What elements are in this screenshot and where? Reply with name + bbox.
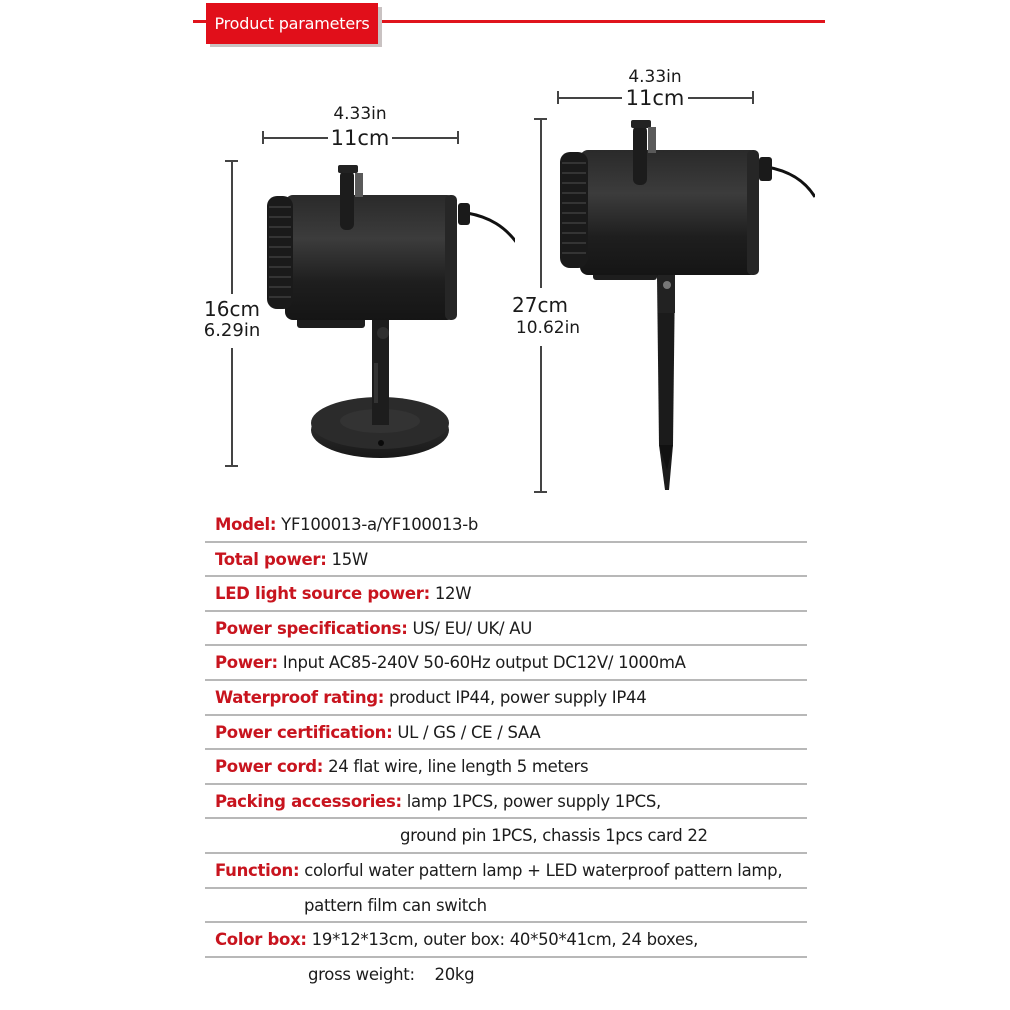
spec-label: Power specifications: bbox=[215, 618, 408, 638]
right-width-tick-end bbox=[752, 91, 754, 104]
spec-label: Total power: bbox=[215, 549, 327, 569]
spec-row-packing-continued bbox=[205, 819, 807, 854]
spec-label: Waterproof rating: bbox=[215, 687, 385, 707]
spec-value: US/ EU/ UK/ AU bbox=[412, 618, 532, 638]
left-height-in: 6.29in bbox=[203, 320, 261, 341]
spec-value: lamp 1PCS, power supply 1PCS, bbox=[406, 791, 661, 811]
left-height-cm: 16cm bbox=[204, 297, 260, 321]
spec-row-color-box-continued bbox=[205, 958, 807, 993]
spec-row-power-cord bbox=[205, 750, 807, 785]
left-width-cm: 11cm bbox=[330, 126, 390, 150]
spec-table bbox=[205, 508, 807, 992]
spec-value: pattern film can switch bbox=[304, 895, 487, 915]
projector-lamp-ground-stake-image bbox=[555, 115, 815, 495]
left-width-line-a bbox=[262, 137, 328, 139]
spec-label: Function: bbox=[215, 860, 300, 880]
spec-row-packing bbox=[205, 785, 807, 820]
spec-label: Power: bbox=[215, 653, 278, 673]
right-height-cm: 27cm bbox=[512, 293, 568, 317]
spec-row-total-power bbox=[205, 543, 807, 578]
spec-label: Packing accessories: bbox=[215, 791, 402, 811]
right-width-line-a bbox=[557, 97, 622, 99]
spec-row-power-specifications bbox=[205, 612, 807, 647]
right-width-line-b bbox=[688, 97, 753, 99]
section-title: Product parameters bbox=[206, 3, 378, 44]
spec-value: YF100013-a/YF100013-b bbox=[281, 515, 479, 534]
left-height-line-b bbox=[231, 348, 233, 466]
left-width-line-b bbox=[392, 137, 458, 139]
spec-value: UL / GS / CE / SAA bbox=[397, 722, 541, 742]
left-height-line-a bbox=[231, 160, 233, 294]
left-width-tick-end bbox=[457, 131, 459, 144]
left-width-in: 4.33in bbox=[333, 104, 387, 124]
spec-row-waterproof bbox=[205, 681, 807, 716]
spec-label: Model: bbox=[215, 515, 277, 534]
right-height-line-a bbox=[540, 118, 542, 288]
spec-value: product IP44, power supply IP44 bbox=[389, 687, 647, 707]
right-width-cm: 11cm bbox=[625, 86, 685, 110]
projector-lamp-base-stand-image bbox=[255, 155, 515, 465]
spec-row-model bbox=[205, 508, 807, 543]
left-height-tick-bottom bbox=[225, 465, 238, 467]
spec-label: Power cord: bbox=[215, 757, 324, 777]
right-height-in: 10.62in bbox=[515, 318, 581, 338]
spec-label: Power certification: bbox=[215, 722, 393, 742]
spec-value: Input AC85-240V 50-60Hz output DC12V/ 1000mA bbox=[282, 653, 686, 673]
spec-value: 24 flat wire, line length 5 meters bbox=[328, 757, 589, 777]
spec-label: Color box: bbox=[215, 930, 307, 950]
spec-value: ground pin 1PCS, chassis 1pcs card 22 bbox=[400, 826, 708, 846]
right-width-in: 4.33in bbox=[628, 67, 682, 87]
spec-row-power bbox=[205, 646, 807, 681]
spec-row-function bbox=[205, 854, 807, 889]
spec-value: 19*12*13cm, outer box: 40*50*41cm, 24 boxes, bbox=[311, 930, 699, 950]
right-height-line-b bbox=[540, 346, 542, 492]
spec-row-certification bbox=[205, 716, 807, 751]
spec-value: gross weight: 20kg bbox=[308, 964, 475, 984]
spec-value: 12W bbox=[434, 584, 472, 604]
spec-value: colorful water pattern lamp + LED waterproof pattern lamp, bbox=[304, 860, 783, 880]
spec-value: 15W bbox=[331, 549, 368, 569]
spec-row-color-box bbox=[205, 923, 807, 958]
spec-row-led-power bbox=[205, 577, 807, 612]
spec-row-function-continued bbox=[205, 889, 807, 924]
right-height-tick-bottom bbox=[534, 491, 547, 493]
spec-label: LED light source power: bbox=[215, 584, 430, 604]
